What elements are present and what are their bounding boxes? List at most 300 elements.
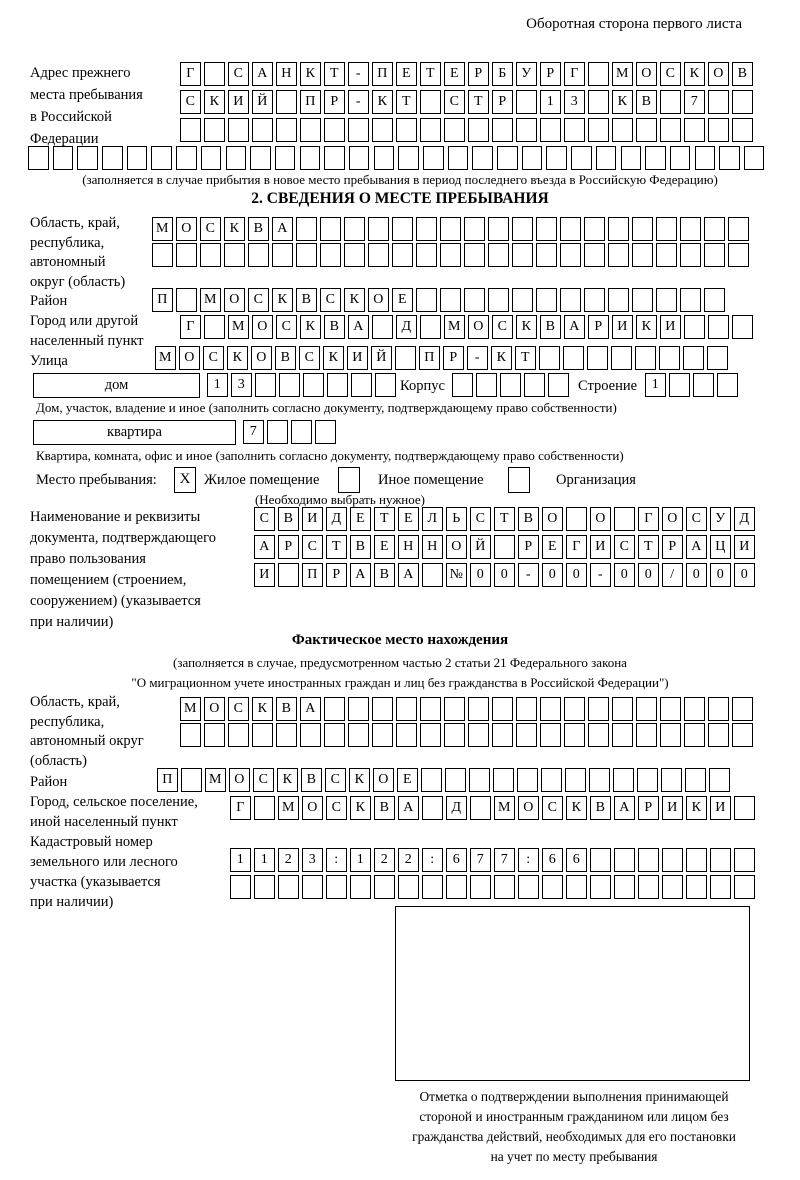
form-cell: А <box>398 563 419 587</box>
form-cell: 2 <box>278 848 299 872</box>
form-cell: С <box>200 217 221 241</box>
form-cell <box>732 90 753 114</box>
form-cell: В <box>275 346 296 370</box>
form-cell <box>368 243 389 267</box>
form-cell <box>734 796 755 820</box>
form-cell: Т <box>324 62 345 86</box>
form-cell <box>348 697 369 721</box>
form-cell <box>539 346 560 370</box>
form-cell: 0 <box>638 563 659 587</box>
form-cell <box>444 697 465 721</box>
form-cell <box>638 875 659 899</box>
stay-option-organization-checkbox[interactable] <box>508 467 530 493</box>
form-cell: М <box>200 288 221 312</box>
form-cell: С <box>299 346 320 370</box>
form-cell <box>584 288 605 312</box>
stay-option-residential-label: Жилое помещение <box>204 472 320 488</box>
form-cell <box>564 723 585 747</box>
form-cell: 6 <box>542 848 563 872</box>
form-cell <box>719 146 740 170</box>
form-cell: В <box>324 315 345 339</box>
form-cell: Т <box>494 507 515 531</box>
form-cell <box>180 118 201 142</box>
form-cell: Т <box>638 535 659 559</box>
form-cell <box>717 373 738 397</box>
form-cell: Р <box>443 346 464 370</box>
form-cell: Г <box>566 535 587 559</box>
form-cell <box>302 875 323 899</box>
form-cell: В <box>374 796 395 820</box>
form-cell <box>375 373 396 397</box>
form-cell: Д <box>734 507 755 531</box>
form-cell: К <box>300 315 321 339</box>
form-cell <box>708 723 729 747</box>
form-cell <box>516 118 537 142</box>
form-cell: С <box>276 315 297 339</box>
form-cell: В <box>248 217 269 241</box>
form-cell: К <box>277 768 298 792</box>
form-cell: И <box>228 90 249 114</box>
form-cell <box>493 768 514 792</box>
form-cell: 0 <box>470 563 491 587</box>
form-cell <box>548 373 569 397</box>
form-cell <box>524 373 545 397</box>
form-cell: П <box>152 288 173 312</box>
form-cell <box>77 146 98 170</box>
form-cell <box>421 768 442 792</box>
form-cell <box>732 315 753 339</box>
form-cell <box>611 346 632 370</box>
form-cell: С <box>614 535 635 559</box>
form-cell: И <box>254 563 275 587</box>
form-cell <box>588 723 609 747</box>
form-cell <box>464 288 485 312</box>
form-cell <box>708 118 729 142</box>
form-cell: С <box>180 90 201 114</box>
form-cell <box>468 723 489 747</box>
form-cell: С <box>470 507 491 531</box>
form-cell: К <box>491 346 512 370</box>
form-cell <box>660 697 681 721</box>
form-cell <box>420 697 441 721</box>
form-cell: К <box>252 697 273 721</box>
form-cell: О <box>446 535 467 559</box>
stamp-caption-line: стороной и иностранным гражданином или лицом без <box>419 1109 729 1124</box>
form-cell: С <box>320 288 341 312</box>
form-cell <box>734 848 755 872</box>
form-cell: 1 <box>350 848 371 872</box>
form-cell <box>708 315 729 339</box>
form-cell <box>516 723 537 747</box>
actual-location-caption-line: "О миграционном учете иностранных граждан и лиц без гражданства в Российской Федерации") <box>131 675 669 690</box>
form-cell: В <box>636 90 657 114</box>
form-cell: А <box>398 796 419 820</box>
form-cell <box>255 373 276 397</box>
form-cell: Е <box>397 768 418 792</box>
form-cell <box>250 146 271 170</box>
form-cell <box>589 768 610 792</box>
stay-option-organization-label: Организация <box>556 472 636 488</box>
form-cell <box>254 796 275 820</box>
form-cell: Т <box>374 507 395 531</box>
form-cell <box>28 146 49 170</box>
form-cell: - <box>348 90 369 114</box>
form-cell <box>512 243 533 267</box>
form-cell <box>470 796 491 820</box>
form-cell <box>279 373 300 397</box>
cadastral-label-line: Кадастровый номер <box>30 834 153 850</box>
region-label-line: округ (область) <box>30 273 126 290</box>
form-cell <box>324 723 345 747</box>
form-cell <box>516 697 537 721</box>
form-cell <box>296 217 317 241</box>
form-cell: В <box>301 768 322 792</box>
form-cell: К <box>349 768 370 792</box>
form-cell <box>204 118 225 142</box>
form-cell: В <box>732 62 753 86</box>
form-cell <box>588 697 609 721</box>
form-cell <box>291 420 312 444</box>
form-cell <box>708 90 729 114</box>
stamp-area <box>395 906 750 1081</box>
form-cell <box>224 243 245 267</box>
stay-option-residential-checkbox[interactable]: X <box>174 467 196 493</box>
form-cell: Ь <box>446 507 467 531</box>
form-cell <box>684 315 705 339</box>
form-cell <box>230 875 251 899</box>
form-cell: Л <box>422 507 443 531</box>
form-cell <box>276 90 297 114</box>
form-cell <box>540 723 561 747</box>
form-cell: Д <box>326 507 347 531</box>
form-cell: В <box>296 288 317 312</box>
form-cell: К <box>272 288 293 312</box>
form-cell <box>636 118 657 142</box>
form-cell <box>368 217 389 241</box>
form-cell <box>440 243 461 267</box>
form-cell <box>660 90 681 114</box>
form-cell: С <box>492 315 513 339</box>
form-cell: Р <box>540 62 561 86</box>
form-cell: К <box>224 217 245 241</box>
actual-region-label-line: автономный округ <box>30 733 144 749</box>
form-cell: К <box>684 62 705 86</box>
form-cell: - <box>518 563 539 587</box>
stroenie-cells <box>645 373 738 397</box>
form-cell <box>656 217 677 241</box>
apartment-caption: Квартира, комната, офис и иное (заполнить согласно документу, подтверждающему право собственности) <box>36 448 624 463</box>
form-cell <box>102 146 123 170</box>
form-cell: И <box>302 507 323 531</box>
form-cell <box>632 217 653 241</box>
form-cell <box>300 146 321 170</box>
form-cell: Г <box>180 62 201 86</box>
form-cell: А <box>348 315 369 339</box>
form-cell: П <box>157 768 178 792</box>
form-cell <box>422 875 443 899</box>
form-cell <box>200 243 221 267</box>
form-cell <box>686 848 707 872</box>
form-cell <box>693 373 714 397</box>
form-cell: С <box>253 768 274 792</box>
form-cell: М <box>228 315 249 339</box>
form-cell <box>522 146 543 170</box>
actual-region-label <box>30 693 190 771</box>
form-cell: В <box>276 697 297 721</box>
form-cell: 7 <box>684 90 705 114</box>
actual-location-caption-line: (заполняется в случае, предусмотренном частью 2 статьи 21 Федерального закона <box>173 655 627 670</box>
form-cell: - <box>348 62 369 86</box>
form-cell <box>300 723 321 747</box>
actual-city-label <box>30 792 230 832</box>
form-cell: Т <box>420 62 441 86</box>
form-cell <box>349 146 370 170</box>
form-cell <box>324 146 345 170</box>
form-cell <box>732 697 753 721</box>
form-cell: 0 <box>686 563 707 587</box>
form-cell: 1 <box>230 848 251 872</box>
form-cell <box>492 697 513 721</box>
form-cell: 2 <box>398 848 419 872</box>
form-cell <box>732 118 753 142</box>
form-cell: О <box>468 315 489 339</box>
form-cell: О <box>204 697 225 721</box>
form-cell <box>275 146 296 170</box>
form-cell <box>512 217 533 241</box>
form-cell <box>420 315 441 339</box>
form-cell <box>680 217 701 241</box>
form-cell <box>176 243 197 267</box>
form-cell: В <box>590 796 611 820</box>
form-cell: С <box>660 62 681 86</box>
form-cell <box>734 875 755 899</box>
form-cell: Б <box>492 62 513 86</box>
form-cell <box>300 118 321 142</box>
form-cell <box>728 217 749 241</box>
form-cell: В <box>350 535 371 559</box>
form-cell: В <box>518 507 539 531</box>
document-label-line: сооружением) (указывается <box>30 593 201 609</box>
form-cell <box>53 146 74 170</box>
form-cell <box>392 217 413 241</box>
form-cell: А <box>252 62 273 86</box>
street-row <box>155 346 728 370</box>
form-cell: П <box>419 346 440 370</box>
form-cell <box>420 118 441 142</box>
form-cell: В <box>540 315 561 339</box>
form-cell <box>614 848 635 872</box>
form-cell <box>324 118 345 142</box>
form-cell <box>596 146 617 170</box>
form-cell: М <box>180 697 201 721</box>
stay-place-label: Место пребывания: <box>36 472 157 488</box>
form-cell: К <box>686 796 707 820</box>
form-cell: Н <box>398 535 419 559</box>
form-cell <box>636 697 657 721</box>
page-side-note: Оборотная сторона первого листа <box>526 16 742 32</box>
stay-place-hint: (Необходимо выбрать нужное) <box>254 492 426 507</box>
form-cell <box>512 288 533 312</box>
form-cell: М <box>155 346 176 370</box>
form-cell <box>315 420 336 444</box>
prev-address-caption: (заполняется в случае прибытия в новое место пребывания в период последнего въезда в Российскую Федерацию) <box>82 172 718 187</box>
form-cell: Й <box>371 346 392 370</box>
stamp-caption-line: Отметка о подтверждении выполнения принимающей <box>419 1089 729 1104</box>
form-cell <box>320 217 341 241</box>
form-cell: И <box>710 796 731 820</box>
form-cell: К <box>204 90 225 114</box>
form-cell: 7 <box>494 848 515 872</box>
actual-region-label-line: Область, край, <box>30 694 120 710</box>
form-cell: Р <box>638 796 659 820</box>
form-cell: 0 <box>710 563 731 587</box>
form-cell <box>621 146 642 170</box>
region-label-line: Область, край, <box>30 215 120 231</box>
form-cell <box>608 288 629 312</box>
form-cell: - <box>590 563 611 587</box>
form-cell <box>248 243 269 267</box>
form-cell <box>560 243 581 267</box>
form-cell: К <box>344 288 365 312</box>
form-cell <box>272 243 293 267</box>
form-cell <box>566 507 587 531</box>
form-cell <box>662 875 683 899</box>
form-cell <box>446 875 467 899</box>
form-cell: И <box>734 535 755 559</box>
form-cell <box>560 217 581 241</box>
form-cell <box>423 146 444 170</box>
actual-district-label: Район <box>30 774 68 790</box>
form-cell <box>278 563 299 587</box>
form-cell <box>468 697 489 721</box>
form-cell <box>350 875 371 899</box>
cadastral-row-1 <box>230 848 755 872</box>
actual-city-row <box>230 796 755 820</box>
form-cell <box>204 315 225 339</box>
form-cell: С <box>248 288 269 312</box>
form-cell <box>180 723 201 747</box>
form-cell <box>708 697 729 721</box>
form-cell: Е <box>396 62 417 86</box>
form-cell <box>704 217 725 241</box>
form-cell: Г <box>180 315 201 339</box>
stamp-caption <box>368 1087 780 1167</box>
form-cell <box>372 723 393 747</box>
korpus-label: Корпус <box>400 378 445 394</box>
form-cell: И <box>612 315 633 339</box>
form-cell <box>372 697 393 721</box>
form-cell <box>396 118 417 142</box>
form-cell <box>278 875 299 899</box>
stamp-caption-line: гражданства действий, необходимых для его постановки <box>412 1129 736 1144</box>
form-cell <box>488 288 509 312</box>
street-label: Улица <box>30 353 68 369</box>
form-cell <box>372 315 393 339</box>
form-cell <box>516 90 537 114</box>
form-cell: Н <box>276 62 297 86</box>
form-cell: Й <box>470 535 491 559</box>
form-cell: О <box>542 507 563 531</box>
form-cell: 6 <box>566 848 587 872</box>
prev-address-row-1 <box>180 62 753 86</box>
form-cell <box>709 768 730 792</box>
form-cell <box>398 875 419 899</box>
form-cell: 0 <box>734 563 755 587</box>
prev-address-label-line: Федерации <box>30 131 99 147</box>
form-cell: Н <box>422 535 443 559</box>
form-cell: О <box>176 217 197 241</box>
form-cell <box>635 346 656 370</box>
form-cell: Й <box>252 90 273 114</box>
actual-city-label-line: Город, сельское поселение, <box>30 794 198 810</box>
form-cell <box>587 346 608 370</box>
form-cell: П <box>300 90 321 114</box>
form-cell <box>656 243 677 267</box>
form-cell <box>488 243 509 267</box>
form-cell <box>661 768 682 792</box>
form-cell <box>296 243 317 267</box>
form-cell <box>351 373 372 397</box>
form-cell: С <box>228 62 249 86</box>
stamp-caption-line: на учет по месту пребывания <box>490 1149 658 1164</box>
form-cell <box>445 768 466 792</box>
form-cell: Р <box>468 62 489 86</box>
form-cell: С <box>326 796 347 820</box>
form-cell <box>662 848 683 872</box>
form-cell <box>656 288 677 312</box>
form-cell <box>564 697 585 721</box>
form-cell: У <box>710 507 731 531</box>
form-cell <box>686 875 707 899</box>
form-cell: С <box>254 507 275 531</box>
form-cell <box>276 723 297 747</box>
form-cell: Е <box>374 535 395 559</box>
form-cell: К <box>227 346 248 370</box>
actual-region-row-1 <box>180 697 753 721</box>
form-cell: О <box>224 288 245 312</box>
form-cell <box>327 373 348 397</box>
form-cell <box>416 217 437 241</box>
form-cell: - <box>467 346 488 370</box>
form-cell <box>470 875 491 899</box>
prev-address-row-2 <box>180 90 753 114</box>
form-cell <box>680 288 701 312</box>
form-cell <box>464 217 485 241</box>
form-cell <box>612 118 633 142</box>
form-cell: : <box>422 848 443 872</box>
form-cell <box>564 118 585 142</box>
form-cell: О <box>251 346 272 370</box>
region-row-2 <box>152 243 749 267</box>
form-cell <box>680 243 701 267</box>
stay-option-other-checkbox[interactable] <box>338 467 360 493</box>
form-cell <box>614 875 635 899</box>
actual-location-caption <box>0 653 800 693</box>
prev-address-label-line: в Российской <box>30 109 112 125</box>
form-cell <box>416 243 437 267</box>
form-cell: 2 <box>374 848 395 872</box>
form-cell: О <box>368 288 389 312</box>
form-cell: М <box>278 796 299 820</box>
form-cell: С <box>444 90 465 114</box>
form-cell <box>588 62 609 86</box>
form-cell <box>468 118 489 142</box>
actual-region-label-line: (область) <box>30 752 87 769</box>
form-cell: Р <box>324 90 345 114</box>
form-cell: К <box>323 346 344 370</box>
form-cell: 1 <box>254 848 275 872</box>
form-cell: Р <box>662 535 683 559</box>
